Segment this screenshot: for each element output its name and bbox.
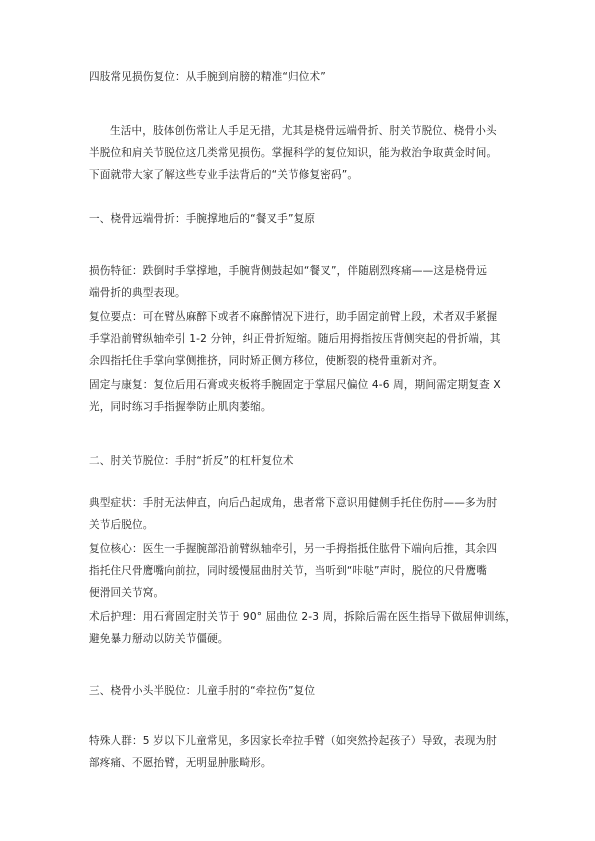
text-line: 损伤特征：跌倒时手掌撑地，手腕背侧鼓起如“餐叉”，伴随剧烈疼痛——这是桡骨远 <box>89 265 488 277</box>
text-line: 生活中，肢体创伤常让人手足无措，尤其是桡骨远端骨折、肘关节脱位、桡骨小头 <box>110 125 497 137</box>
intro-paragraph <box>89 120 509 186</box>
text-line: 复位要点：可在臂丛麻醉下或者不麻醉情况下进行，助手固定前臂上段，术者双手紧握 <box>89 311 498 323</box>
section-heading-1: 一、桡骨远端骨折：手腕撑地后的“餐叉手”复原 <box>89 213 316 225</box>
section2-typical-symptoms <box>89 492 509 536</box>
text-line: 避免暴力掰动以防关节僵硬。 <box>89 633 229 645</box>
text-line: 固定与康复：复位后用石膏或夹板将手腕固定于掌屈尺偏位 4-6 周，期间需定期复查 X <box>89 379 501 391</box>
text-line: 关节后脱位。 <box>89 519 154 531</box>
text-line: 复位核心：医生一手握腕部沿前臂纵轴牵引，另一手拇指抵住肱骨下端向后推，其余四 <box>89 543 498 555</box>
section1-reduction-points <box>89 306 509 372</box>
section3-special-population <box>89 730 509 774</box>
text-line: 特殊人群：5 岁以下儿童常见，多因家长牵拉手臂（如突然拎起孩子）导致，表现为肘 <box>89 735 497 747</box>
document-title: 四肢常见损伤复位：从手腕到肩膀的精准“归位术” <box>89 71 326 83</box>
section2-postop-care <box>89 606 517 650</box>
text-line: 余四指托住手掌向掌侧推挤，同时矫正侧方移位，使断裂的桡骨重新对齐。 <box>89 355 444 367</box>
text-line: 部疼痛、不愿抬臂，无明显肿胀畸形。 <box>89 757 272 769</box>
section1-fixation-recovery <box>89 374 509 418</box>
text-line: 半脱位和肩关节脱位这几类常见损伤。掌握科学的复位知识，能为救治争取黄金时间。 <box>89 147 498 159</box>
section-heading-2: 二、肘关节脱位：手肘“折反”的杠杆复位术 <box>89 455 294 467</box>
section2-reduction-core <box>89 538 509 604</box>
text-line: 术后护理：用石膏固定肘关节于 90° 屈曲位 2-3 周，拆除后需在医生指导下做屈伸训练， <box>89 611 517 623</box>
text-line: 指托住尺骨鹰嘴向前拉，同时缓慢屈曲肘关节，当听到“咔哒”声时，脱位的尺骨鹰嘴 <box>89 565 488 577</box>
text-line: 手掌沿前臂纵轴牵引 1-2 分钟，纠正骨折短缩。随后用拇指按压背侧突起的骨折端，其 <box>89 333 501 345</box>
text-line: 端骨折的典型表现。 <box>89 287 186 299</box>
section1-injury-features <box>89 260 509 304</box>
text-line: 光，同时练习手指握拳防止肌肉萎缩。 <box>89 401 272 413</box>
text-line: 下面就带大家了解这些专业手法背后的“关节修复密码”。 <box>89 169 359 181</box>
text-line: 便滑回关节窝。 <box>89 587 165 599</box>
text-line: 典型症状：手肘无法伸直，向后凸起成角，患者常下意识用健侧手托住伤肘——多为肘 <box>89 497 498 509</box>
section-heading-3: 三、桡骨小头半脱位：儿童手肘的“牵拉伤”复位 <box>89 685 316 697</box>
